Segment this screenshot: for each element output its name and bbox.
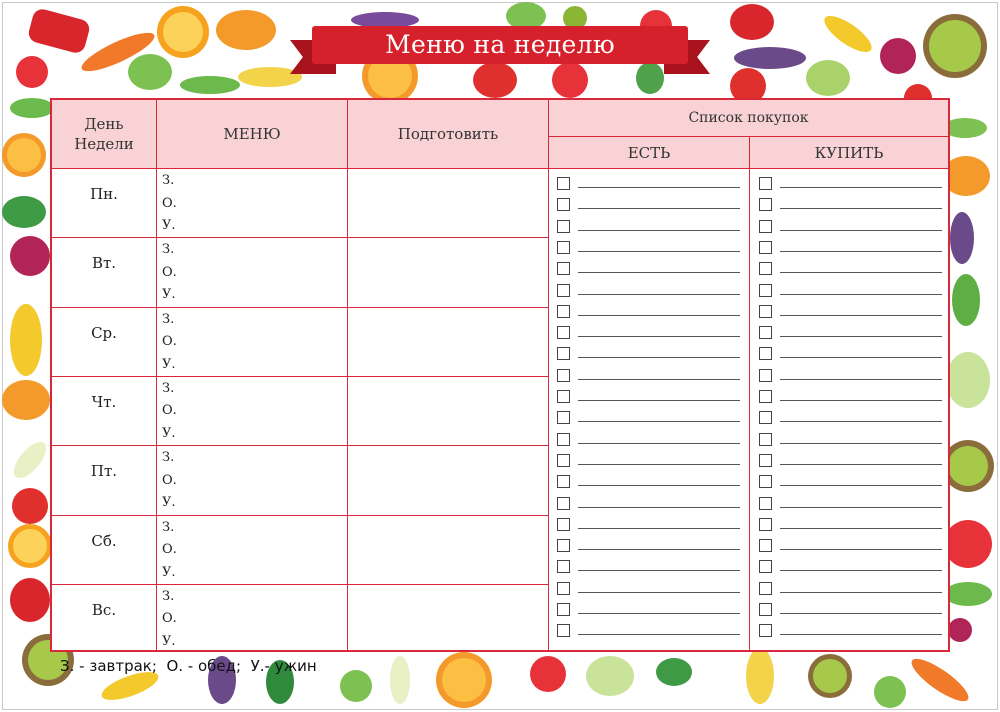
- shopping-checkbox[interactable]: [557, 220, 570, 233]
- shopping-item-line[interactable]: [578, 592, 740, 593]
- corn-icon: [238, 67, 302, 87]
- shopping-item-line[interactable]: [780, 549, 942, 550]
- grid-line: [52, 445, 549, 446]
- shopping-item-row: [557, 620, 743, 641]
- shopping-item-row: [759, 535, 945, 556]
- shopping-checkbox[interactable]: [557, 582, 570, 595]
- shopping-item-row: [557, 173, 743, 194]
- shopping-checkbox[interactable]: [557, 411, 570, 424]
- banana-icon: [819, 10, 876, 59]
- header-shopping-list: Список покупок: [549, 100, 948, 136]
- shopping-item-line[interactable]: [780, 272, 942, 273]
- banana-icon: [10, 304, 42, 376]
- shopping-item-row: [557, 578, 743, 599]
- shopping-checkbox[interactable]: [759, 560, 772, 573]
- shopping-checkbox[interactable]: [557, 262, 570, 275]
- shopping-item-line[interactable]: [780, 592, 942, 593]
- shopping-item-row: [759, 365, 945, 386]
- pea-pod-icon: [952, 274, 980, 326]
- shopping-item-row: [759, 322, 945, 343]
- pepper-icon: [10, 578, 50, 622]
- shopping-checkbox[interactable]: [759, 539, 772, 552]
- eggplant-icon: [734, 47, 806, 69]
- shopping-item-line[interactable]: [578, 315, 740, 316]
- shopping-item-row: [759, 343, 945, 364]
- shopping-item-line[interactable]: [780, 485, 942, 486]
- meal-label[interactable]: О.: [162, 334, 177, 350]
- spinach-icon: [656, 658, 692, 686]
- title-ribbon: [312, 26, 688, 64]
- corn-icon: [746, 648, 774, 704]
- shopping-item-row: [759, 280, 945, 301]
- shopping-item-line[interactable]: [578, 336, 740, 337]
- header-have: ЕСТЬ: [549, 137, 749, 168]
- shopping-item-row: [557, 343, 743, 364]
- pepper-icon: [473, 62, 517, 98]
- shopping-item-row: [759, 258, 945, 279]
- meal-label[interactable]: З.: [162, 588, 175, 604]
- shopping-checkbox[interactable]: [759, 518, 772, 531]
- day-label: Чт.: [91, 392, 117, 411]
- shopping-checkbox[interactable]: [759, 241, 772, 254]
- shopping-item-line[interactable]: [780, 357, 942, 358]
- shopping-checkbox[interactable]: [557, 305, 570, 318]
- shopping-checkbox[interactable]: [759, 475, 772, 488]
- meal-label[interactable]: З.: [162, 450, 175, 466]
- tomato-icon: [12, 488, 48, 524]
- shopping-item-row: [759, 407, 945, 428]
- shopping-item-row: [557, 450, 743, 471]
- meal-label[interactable]: У.: [162, 425, 176, 441]
- legend-breakfast-abbr: З.: [60, 657, 75, 675]
- strawberry-icon: [944, 520, 992, 568]
- leek-icon: [8, 437, 52, 484]
- shopping-item-row: [557, 514, 743, 535]
- shopping-item-line[interactable]: [578, 230, 740, 231]
- shopping-checkbox[interactable]: [557, 518, 570, 531]
- shopping-item-line[interactable]: [578, 294, 740, 295]
- shopping-item-row: [557, 599, 743, 620]
- shopping-item-row: [759, 471, 945, 492]
- shopping-checkbox[interactable]: [759, 262, 772, 275]
- shopping-checkbox[interactable]: [557, 560, 570, 573]
- leek-icon: [390, 656, 410, 704]
- grid-line: [52, 515, 549, 516]
- shopping-item-line[interactable]: [578, 187, 740, 188]
- shopping-item-row: [557, 216, 743, 237]
- meal-label[interactable]: З.: [162, 519, 175, 535]
- shopping-item-line[interactable]: [780, 187, 942, 188]
- day-label: Ср.: [91, 323, 117, 342]
- shopping-item-row: [759, 237, 945, 258]
- shopping-item-line[interactable]: [578, 570, 740, 571]
- strawberry-icon: [16, 56, 48, 88]
- shopping-item-row: [557, 301, 743, 322]
- weekly-menu-table: [50, 98, 950, 652]
- shopping-item-row: [759, 429, 945, 450]
- shopping-item-row: [557, 322, 743, 343]
- shopping-item-line[interactable]: [578, 400, 740, 401]
- shopping-item-row: [759, 386, 945, 407]
- header-menu: МЕНЮ: [157, 100, 347, 168]
- shopping-item-line[interactable]: [780, 507, 942, 508]
- shopping-item-line[interactable]: [578, 485, 740, 486]
- shopping-checkbox[interactable]: [759, 347, 772, 360]
- beet-icon: [948, 618, 972, 642]
- apple-icon: [128, 54, 172, 90]
- shopping-item-line[interactable]: [780, 230, 942, 231]
- shopping-checkbox[interactable]: [759, 390, 772, 403]
- shopping-item-row: [557, 493, 743, 514]
- cucumber-icon: [180, 76, 240, 94]
- shopping-checkbox[interactable]: [557, 497, 570, 510]
- shopping-item-row: [759, 216, 945, 237]
- meal-label[interactable]: О.: [162, 403, 177, 419]
- shopping-item-line[interactable]: [578, 528, 740, 529]
- shopping-checkbox[interactable]: [557, 603, 570, 616]
- shopping-item-row: [557, 556, 743, 577]
- pumpkin-icon: [2, 380, 50, 420]
- shopping-checkbox[interactable]: [557, 241, 570, 254]
- cabbage-icon: [586, 656, 634, 696]
- strawberry-icon: [530, 656, 566, 692]
- header-buy: КУПИТЬ: [750, 137, 948, 168]
- shopping-checkbox[interactable]: [759, 369, 772, 382]
- meal-label[interactable]: О.: [162, 542, 177, 557]
- shopping-item-row: [759, 620, 945, 641]
- apple-icon: [874, 676, 906, 708]
- carrot-icon: [906, 652, 973, 707]
- shopping-checkbox[interactable]: [759, 603, 772, 616]
- shopping-checkbox[interactable]: [759, 624, 772, 637]
- shopping-checkbox[interactable]: [759, 497, 772, 510]
- shopping-item-row: [759, 599, 945, 620]
- shopping-checkbox[interactable]: [557, 198, 570, 211]
- shopping-checkbox[interactable]: [557, 369, 570, 382]
- meal-label[interactable]: О.: [162, 264, 177, 280]
- shopping-checkbox[interactable]: [557, 539, 570, 552]
- grid-line: [52, 376, 549, 377]
- day-label: Вт.: [91, 254, 117, 273]
- legend-lunch-text: - обед;: [183, 657, 251, 675]
- meal-label[interactable]: У.: [162, 356, 176, 372]
- shopping-item-row: [759, 450, 945, 471]
- leaf-icon: [636, 62, 664, 94]
- meal-label[interactable]: О.: [162, 611, 177, 627]
- meal-label[interactable]: У.: [162, 495, 176, 511]
- meal-label[interactable]: З.: [162, 173, 175, 188]
- page-title: Меню на неделю: [385, 30, 615, 59]
- shopping-item-line[interactable]: [780, 294, 942, 295]
- shopping-item-row: [759, 514, 945, 535]
- shopping-item-line[interactable]: [780, 315, 942, 316]
- day-label: Сб.: [91, 531, 117, 550]
- shopping-checkbox[interactable]: [557, 390, 570, 403]
- meal-label[interactable]: О.: [162, 472, 177, 488]
- shopping-checkbox[interactable]: [759, 305, 772, 318]
- meal-slots: [162, 517, 177, 585]
- eggplant-icon: [950, 212, 974, 264]
- grid-line: [52, 237, 549, 238]
- shopping-item-line[interactable]: [578, 208, 740, 209]
- shopping-item-line[interactable]: [780, 379, 942, 380]
- shopping-checkbox[interactable]: [759, 582, 772, 595]
- shopping-item-row: [557, 280, 743, 301]
- shopping-item-row: [557, 535, 743, 556]
- apple-icon: [806, 60, 850, 96]
- shopping-item-line[interactable]: [780, 400, 942, 401]
- legend-breakfast-text: - завтрак;: [74, 657, 167, 675]
- meal-label[interactable]: З.: [162, 242, 175, 258]
- shopping-item-row: [557, 471, 743, 492]
- shopping-checkbox[interactable]: [759, 411, 772, 424]
- shopping-item-line[interactable]: [578, 357, 740, 358]
- shopping-item-line[interactable]: [578, 464, 740, 465]
- grid-line: [52, 168, 948, 169]
- shopping-checkbox[interactable]: [759, 433, 772, 446]
- legend-lunch-abbr: О.: [166, 657, 184, 675]
- meal-slots: [162, 447, 177, 515]
- meal-slots: [162, 378, 177, 446]
- shopping-item-row: [759, 578, 945, 599]
- shopping-checkbox[interactable]: [759, 198, 772, 211]
- shopping-item-row: [759, 301, 945, 322]
- apple-icon: [340, 670, 372, 702]
- shopping-item-row: [557, 258, 743, 279]
- shopping-checkbox[interactable]: [557, 326, 570, 339]
- shopping-checkbox[interactable]: [557, 624, 570, 637]
- shopping-checkbox[interactable]: [557, 347, 570, 360]
- shopping-checkbox[interactable]: [557, 454, 570, 467]
- shopping-item-line[interactable]: [780, 528, 942, 529]
- shopping-item-row: [557, 407, 743, 428]
- meal-slots: [162, 309, 177, 377]
- pepper-icon: [730, 4, 774, 40]
- shopping-item-line[interactable]: [578, 634, 740, 635]
- shopping-item-row: [557, 237, 743, 258]
- shopping-item-row: [557, 365, 743, 386]
- shopping-checkbox[interactable]: [759, 177, 772, 190]
- shopping-item-line[interactable]: [780, 443, 942, 444]
- day-label: Вс.: [91, 600, 117, 619]
- cucumber-icon: [944, 582, 992, 606]
- meal-slots: [162, 170, 177, 238]
- grid-line: [52, 584, 549, 585]
- shopping-checkbox[interactable]: [759, 284, 772, 297]
- shopping-checkbox[interactable]: [759, 454, 772, 467]
- shopping-checkbox[interactable]: [557, 284, 570, 297]
- grid-line: [52, 307, 549, 308]
- shopping-item-row: [759, 556, 945, 577]
- meal-label[interactable]: У.: [162, 287, 176, 303]
- shopping-item-row: [759, 493, 945, 514]
- shopping-item-line[interactable]: [578, 613, 740, 614]
- shopping-item-row: [557, 386, 743, 407]
- day-label: Пн.: [90, 185, 118, 203]
- beet-icon: [880, 38, 916, 74]
- shopping-item-row: [759, 194, 945, 215]
- header-day: День Недели: [52, 100, 156, 168]
- grid-line: [548, 136, 948, 137]
- shopping-item-line[interactable]: [578, 272, 740, 273]
- shopping-item-line[interactable]: [578, 443, 740, 444]
- shopping-checkbox[interactable]: [557, 433, 570, 446]
- legend-dinner-text: - ужин: [264, 657, 317, 675]
- meal-label[interactable]: З.: [162, 380, 175, 396]
- spinach-icon: [2, 196, 46, 228]
- pumpkin-icon: [216, 10, 276, 50]
- legend: [60, 657, 317, 675]
- strawberry-icon: [552, 62, 588, 98]
- legend-dinner-abbr: У.: [250, 657, 265, 675]
- grid-line: [749, 136, 750, 650]
- cabbage-icon: [946, 352, 990, 408]
- shopping-item-line[interactable]: [578, 421, 740, 422]
- meal-label[interactable]: У.: [162, 564, 176, 580]
- shopping-checkbox[interactable]: [759, 220, 772, 233]
- shopping-item-line[interactable]: [578, 251, 740, 252]
- shopping-item-line[interactable]: [780, 570, 942, 571]
- shopping-item-line[interactable]: [780, 251, 942, 252]
- shopping-item-line[interactable]: [780, 613, 942, 614]
- header-prepare: Подготовить: [348, 100, 548, 168]
- meal-slots: [162, 239, 177, 307]
- shopping-item-line[interactable]: [780, 336, 942, 337]
- pepper-icon: [27, 7, 92, 55]
- meal-slots: [162, 586, 177, 654]
- shopping-checkbox[interactable]: [557, 177, 570, 190]
- meal-label[interactable]: У.: [162, 633, 176, 649]
- shopping-item-line[interactable]: [780, 634, 942, 635]
- shopping-item-row: [557, 194, 743, 215]
- shopping-item-line[interactable]: [780, 421, 942, 422]
- meal-label[interactable]: З.: [162, 311, 175, 327]
- beet-icon: [10, 236, 50, 276]
- shopping-item-row: [557, 429, 743, 450]
- shopping-item-line[interactable]: [780, 208, 942, 209]
- meal-label[interactable]: У.: [162, 218, 176, 233]
- shopping-checkbox[interactable]: [557, 475, 570, 488]
- cucumber-icon: [10, 98, 54, 118]
- shopping-item-line[interactable]: [780, 464, 942, 465]
- shopping-item-row: [759, 173, 945, 194]
- shopping-item-line[interactable]: [578, 379, 740, 380]
- shopping-item-line[interactable]: [578, 549, 740, 550]
- day-label: Пт.: [90, 462, 118, 481]
- shopping-checkbox[interactable]: [759, 326, 772, 339]
- shopping-item-line[interactable]: [578, 507, 740, 508]
- meal-label[interactable]: О.: [162, 195, 177, 211]
